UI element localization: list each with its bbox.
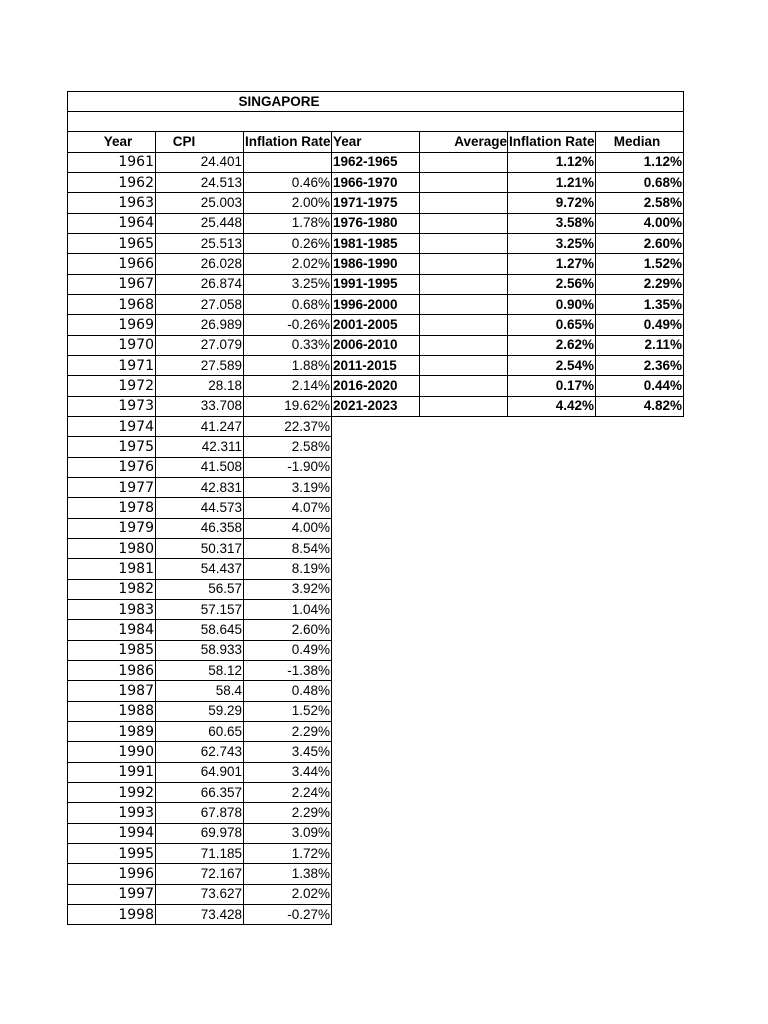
cpi-cell: 26.874 (200, 276, 242, 292)
period-cell: 1971-1975 (333, 194, 398, 210)
cpi-cell: 25.448 (200, 215, 242, 231)
year-cell: 1984 (118, 621, 154, 638)
inflation-rate-cell: 1.88% (291, 357, 330, 373)
cpi-cell: 54.437 (200, 560, 242, 576)
year-cell: 1978 (118, 499, 154, 516)
period-cell: 1986-1990 (333, 255, 398, 271)
cpi-cell: 42.831 (200, 479, 242, 495)
inflation-rate-cell: 0.49% (291, 642, 330, 658)
year-cell: 1970 (118, 337, 154, 354)
inflation-rate-cell: 4.00% (291, 520, 330, 536)
cpi-cell: 64.901 (200, 764, 242, 780)
year-cell: 1986 (118, 662, 154, 679)
median-inflation-cell: 0.68% (643, 174, 682, 190)
cpi-cell: 72.167 (200, 865, 242, 881)
average-inflation-cell: 0.65% (555, 316, 594, 332)
period-cell: 2011-2015 (333, 357, 397, 373)
year-cell: 1992 (118, 784, 154, 801)
cpi-cell: 24.513 (200, 174, 242, 190)
average-inflation-cell: 1.12% (555, 154, 594, 170)
period-cell: 1981-1985 (333, 235, 398, 251)
inflation-rate-cell: -0.27% (287, 906, 330, 922)
inflation-rate-cell: 4.07% (291, 499, 330, 515)
cpi-cell: 27.058 (200, 296, 242, 312)
cpi-cell: 27.589 (200, 357, 242, 373)
cpi-cell: 60.65 (208, 723, 242, 739)
cpi-cell: 44.573 (200, 499, 242, 515)
year-cell: 1972 (118, 377, 154, 394)
average-inflation-cell: 1.21% (555, 174, 594, 190)
median-inflation-cell: 2.58% (643, 194, 682, 210)
inflation-rate-cell: 3.92% (291, 581, 330, 597)
year-cell: 1963 (118, 194, 154, 211)
average-inflation-cell: 4.42% (555, 398, 594, 414)
header-median: Median (613, 134, 661, 149)
cpi-cell: 73.627 (200, 886, 242, 902)
year-cell: 1962 (118, 174, 154, 191)
year-cell: 1961 (118, 154, 154, 171)
year-cell: 1994 (118, 825, 154, 842)
year-cell: 1988 (118, 703, 154, 720)
year-cell: 1971 (118, 357, 154, 374)
cpi-cell: 58.933 (200, 642, 242, 658)
year-cell: 1977 (118, 479, 154, 496)
median-inflation-cell: 2.36% (643, 357, 682, 373)
inflation-rate-cell: 2.00% (291, 194, 330, 210)
inflation-rate-cell: 1.38% (291, 865, 330, 881)
cpi-cell: 41.508 (200, 459, 242, 475)
year-cell: 1987 (118, 682, 154, 699)
period-cell: 1991-1995 (333, 276, 398, 292)
inflation-rate-cell: 22.37% (284, 418, 330, 434)
inflation-rate-cell: -0.26% (287, 316, 330, 332)
year-cell: 1969 (118, 316, 154, 333)
grid-line (67, 91, 684, 92)
period-cell: 1996-2000 (333, 296, 398, 312)
year-cell: 1981 (118, 560, 154, 577)
header-average: Average (454, 134, 507, 149)
header-inflation-rate: Inflation Rate (245, 134, 331, 149)
year-cell: 1983 (118, 601, 154, 618)
cpi-cell: 46.358 (200, 520, 242, 536)
inflation-rate-cell: 19.62% (284, 398, 330, 414)
year-cell: 1980 (118, 540, 154, 557)
cpi-cell: 33.708 (200, 398, 242, 414)
inflation-rate-cell: 1.72% (291, 845, 330, 861)
inflation-rate-cell: 2.02% (291, 255, 330, 271)
sheet-title: SINGAPORE (238, 94, 320, 109)
period-cell: 2001-2005 (333, 316, 398, 332)
cpi-cell: 59.29 (208, 703, 242, 719)
cpi-cell: 56.57 (208, 581, 242, 597)
inflation-rate-cell: 3.19% (291, 479, 330, 495)
average-inflation-cell: 0.90% (555, 296, 594, 312)
cpi-cell: 58.645 (200, 621, 242, 637)
header-period-year: Year (333, 134, 362, 149)
inflation-rate-cell: -1.38% (287, 662, 330, 678)
inflation-rate-cell: 1.04% (291, 601, 330, 617)
year-cell: 1989 (118, 723, 154, 740)
inflation-rate-cell: 0.26% (291, 235, 330, 251)
cpi-cell: 73.428 (200, 906, 242, 922)
year-cell: 1968 (118, 296, 154, 313)
period-cell: 1966-1970 (333, 174, 398, 190)
inflation-rate-cell: 2.60% (291, 621, 330, 637)
grid-line (67, 111, 684, 112)
inflation-rate-cell: 3.25% (291, 276, 330, 292)
average-inflation-cell: 2.54% (555, 357, 594, 373)
cpi-cell: 57.157 (200, 601, 242, 617)
cpi-cell: 58.12 (208, 662, 242, 678)
year-cell: 1997 (118, 886, 154, 903)
year-cell: 1967 (118, 276, 154, 293)
cpi-cell: 41.247 (200, 418, 242, 434)
cpi-cell: 62.743 (200, 743, 242, 759)
inflation-rate-cell: 1.78% (291, 215, 330, 231)
period-cell: 2006-2010 (333, 337, 398, 353)
inflation-rate-cell: 3.09% (291, 825, 330, 841)
median-inflation-cell: 1.12% (643, 154, 682, 170)
year-cell: 1993 (118, 804, 154, 821)
cpi-cell: 25.003 (200, 194, 242, 210)
inflation-rate-cell: 2.24% (291, 784, 330, 800)
median-inflation-cell: 2.11% (644, 337, 682, 353)
year-cell: 1973 (118, 398, 154, 415)
period-cell: 2021-2023 (333, 398, 398, 414)
inflation-rate-cell: 2.29% (291, 723, 330, 739)
median-inflation-cell: 2.60% (643, 235, 682, 251)
year-cell: 1964 (118, 215, 154, 232)
year-cell: 1965 (118, 235, 154, 252)
inflation-rate-cell: 2.02% (291, 886, 330, 902)
average-inflation-cell: 2.56% (555, 276, 594, 292)
inflation-rate-cell: 2.29% (291, 804, 330, 820)
average-inflation-cell: 0.17% (555, 377, 594, 393)
year-cell: 1966 (118, 255, 154, 272)
year-cell: 1995 (118, 845, 154, 862)
cpi-cell: 50.317 (200, 540, 242, 556)
cpi-cell: 26.989 (200, 316, 242, 332)
inflation-rate-cell: 3.45% (291, 743, 330, 759)
inflation-rate-cell: 2.14% (291, 377, 330, 393)
year-cell: 1976 (118, 459, 154, 476)
period-cell: 1962-1965 (333, 154, 398, 170)
inflation-rate-cell: 0.68% (291, 296, 330, 312)
inflation-rate-cell: -1.90% (287, 459, 330, 475)
average-inflation-cell: 1.27% (555, 255, 594, 271)
year-cell: 1974 (118, 418, 154, 435)
year-cell: 1985 (118, 642, 154, 659)
cpi-cell: 27.079 (200, 337, 242, 353)
inflation-rate-cell: 8.19% (291, 560, 330, 576)
cpi-cell: 42.311 (201, 438, 242, 454)
year-cell: 1979 (118, 520, 154, 537)
period-cell: 2016-2020 (333, 377, 398, 393)
cpi-cell: 58.4 (215, 682, 242, 698)
median-inflation-cell: 4.00% (643, 215, 682, 231)
cpi-cell: 71.185 (200, 845, 242, 861)
average-inflation-cell: 9.72% (555, 194, 594, 210)
cpi-cell: 69.978 (200, 825, 242, 841)
inflation-rate-cell: 2.58% (291, 438, 330, 454)
header-year: Year (103, 134, 133, 149)
year-cell: 1991 (118, 764, 154, 781)
header-cpi: CPI (172, 134, 196, 149)
average-inflation-cell: 2.62% (555, 337, 594, 353)
inflation-rate-cell: 0.33% (291, 337, 330, 353)
period-cell: 1976-1980 (333, 215, 398, 231)
median-inflation-cell: 1.35% (643, 296, 682, 312)
average-inflation-cell: 3.25% (555, 235, 594, 251)
inflation-rate-cell: 8.54% (291, 540, 330, 556)
cpi-cell: 25.513 (200, 235, 242, 251)
cpi-cell: 26.028 (200, 255, 242, 271)
year-cell: 1982 (118, 581, 154, 598)
cpi-cell: 28.18 (208, 377, 242, 393)
median-inflation-cell: 4.82% (643, 398, 682, 414)
median-inflation-cell: 1.52% (643, 255, 682, 271)
inflation-rate-cell: 3.44% (291, 764, 330, 780)
year-cell: 1990 (118, 743, 154, 760)
inflation-rate-cell: 1.52% (291, 703, 330, 719)
cpi-cell: 67.878 (200, 804, 242, 820)
median-inflation-cell: 2.29% (643, 276, 682, 292)
inflation-rate-cell (244, 152, 331, 172)
cpi-cell: 24.401 (200, 154, 242, 170)
header-avg-inflation-rate: Inflation Rate (509, 134, 595, 149)
year-cell: 1975 (118, 438, 154, 455)
median-inflation-cell: 0.44% (643, 377, 682, 393)
average-inflation-cell: 3.58% (555, 215, 594, 231)
year-cell: 1996 (118, 865, 154, 882)
inflation-rate-cell: 0.48% (291, 682, 330, 698)
cpi-cell: 66.357 (200, 784, 242, 800)
median-inflation-cell: 0.49% (643, 316, 682, 332)
year-cell: 1998 (118, 906, 154, 923)
inflation-rate-cell: 0.46% (291, 174, 330, 190)
